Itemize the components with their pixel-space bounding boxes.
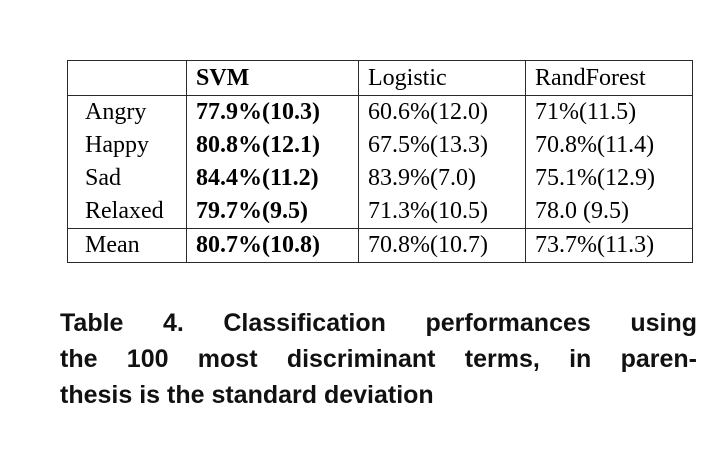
table-header-row [68, 61, 693, 96]
results-table [67, 60, 693, 263]
header-randforest: RandForest [526, 61, 693, 96]
caption-line: thesis is the standard deviation [60, 381, 434, 409]
logistic-cell: 60.6%(12.0) [359, 96, 526, 130]
logistic-mean-cell: 70.8%(10.7) [359, 229, 526, 263]
svm-cell: 79.7%(9.5) [187, 195, 359, 229]
table-row [68, 96, 693, 130]
row-label-mean: Mean [85, 232, 140, 258]
randforest-cell: 70.8%(11.4) [526, 129, 693, 162]
logistic-cell: 67.5%(13.3) [359, 129, 526, 162]
row-label: Happy [85, 132, 149, 158]
table-row [68, 195, 693, 229]
table-row [68, 162, 693, 195]
row-label: Angry [85, 99, 147, 125]
randforest-cell: 71%(11.5) [526, 96, 693, 130]
table-mean-row [68, 229, 693, 263]
header-empty-cell [68, 61, 187, 96]
svm-cell: 77.9%(10.3) [187, 96, 359, 130]
header-svm: SVM [187, 61, 359, 96]
logistic-cell: 71.3%(10.5) [359, 195, 526, 229]
table-caption [60, 305, 697, 413]
logistic-cell: 83.9%(7.0) [359, 162, 526, 195]
svm-cell: 84.4%(11.2) [187, 162, 359, 195]
randforest-mean-cell: 73.7%(11.3) [526, 229, 693, 263]
caption-line: Table 4. Classification performances using [60, 309, 697, 337]
caption-line: the 100 most discriminant terms, in paren- [60, 345, 697, 373]
svm-cell: 80.8%(12.1) [187, 129, 359, 162]
row-label: Sad [85, 165, 121, 191]
svm-mean-cell: 80.7%(10.8) [187, 229, 359, 263]
header-logistic: Logistic [359, 61, 526, 96]
table-row [68, 129, 693, 162]
row-label: Relaxed [85, 198, 164, 224]
randforest-cell: 75.1%(12.9) [526, 162, 693, 195]
randforest-cell: 78.0 (9.5) [526, 195, 693, 229]
